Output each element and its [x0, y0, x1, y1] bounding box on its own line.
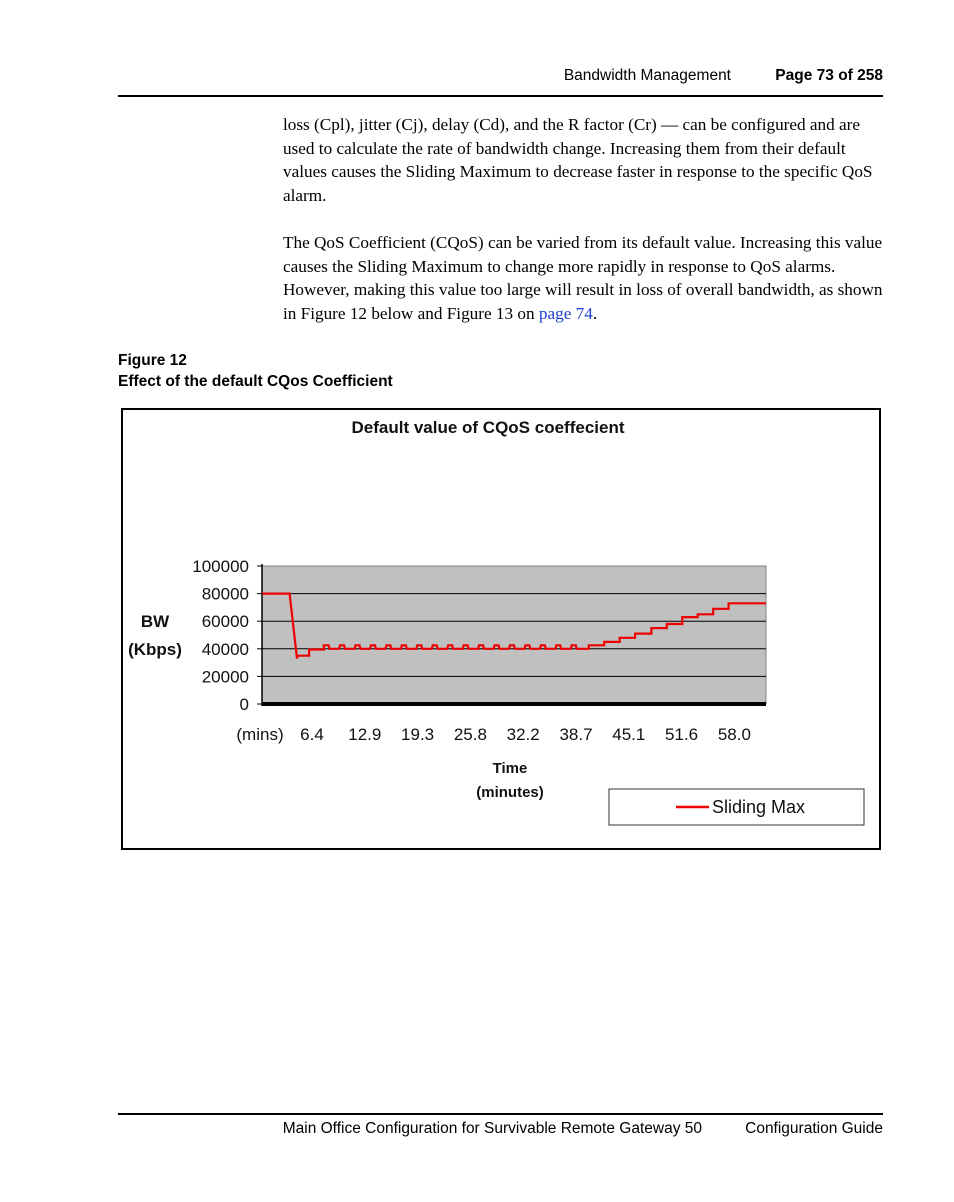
- paragraph-1-text: loss (Cpl), jitter (Cj), delay (Cd), and the R factor (Cr) — can be configured and are used to calculate the rate of bandwidth change. Increasing them from their default values causes the Sliding Maximum to decrease faster in response to the specific QoS alarm.: [283, 115, 873, 205]
- chart-title: Default value of CQoS coeffecient: [351, 418, 625, 437]
- x-tick-label: 38.7: [559, 725, 593, 744]
- x-tick-label: 58.0: [717, 725, 751, 744]
- y-tick-label: 20000: [201, 667, 249, 687]
- bandwidth-chart: [123, 410, 879, 848]
- y-tick-label: 40000: [201, 639, 249, 659]
- page-footer: [118, 1113, 883, 1137]
- x-axis-title-line: Time: [492, 760, 528, 777]
- x-tick-label: 32.2: [506, 725, 540, 744]
- x-unit-label: (mins): [236, 725, 284, 744]
- figure-caption: Effect of the default CQos Coefficient: [118, 373, 393, 390]
- plot-area: [262, 566, 766, 704]
- paragraph-2-text: The QoS Coefficient (CQoS) can be varied from its default value. Increasing this value causes the Sliding Maximum to change more rapidly in response to QoS alarms. However, making this value too large will result in loss of overall bandwidth, as shown in Figure 12 below and Figure 13 on: [283, 233, 883, 323]
- figure-number: Figure 12: [118, 352, 187, 369]
- footer-document-title: Main Office Configuration for Survivable Remote Gateway 50: [282, 1120, 702, 1137]
- x-tick-label: 12.9: [348, 725, 382, 744]
- y-axis-title-line: (Kbps): [128, 640, 182, 659]
- y-tick-label: 100000: [192, 557, 249, 576]
- page-header: [118, 64, 883, 97]
- x-tick-label: 25.8: [453, 725, 487, 744]
- y-tick-label: 0: [239, 695, 249, 714]
- x-tick-label: 45.1: [612, 725, 646, 744]
- paragraph-2-end: .: [592, 303, 598, 323]
- figure-label: [118, 350, 393, 392]
- x-axis-title-line: (minutes): [476, 784, 544, 801]
- x-tick-label: 6.4: [300, 725, 324, 744]
- paragraph-cqos: [283, 231, 883, 325]
- page-74-link[interactable]: page 74: [538, 303, 593, 323]
- paragraph-coefficients: [283, 113, 883, 207]
- y-tick-label: 80000: [201, 584, 249, 604]
- figure-chart-frame: [121, 408, 881, 850]
- x-tick-label: 19.3: [401, 725, 435, 744]
- y-axis-title-line: BW: [140, 612, 170, 631]
- y-tick-label: 60000: [201, 612, 249, 632]
- legend-label: Sliding Max: [712, 797, 806, 817]
- x-tick-label: 51.6: [665, 725, 699, 744]
- footer-guide-label: Configuration Guide: [745, 1120, 883, 1137]
- paragraph-2: [283, 231, 883, 325]
- header-section-title: Bandwidth Management: [563, 67, 731, 84]
- header-page-number: Page 73 of 258: [775, 67, 883, 84]
